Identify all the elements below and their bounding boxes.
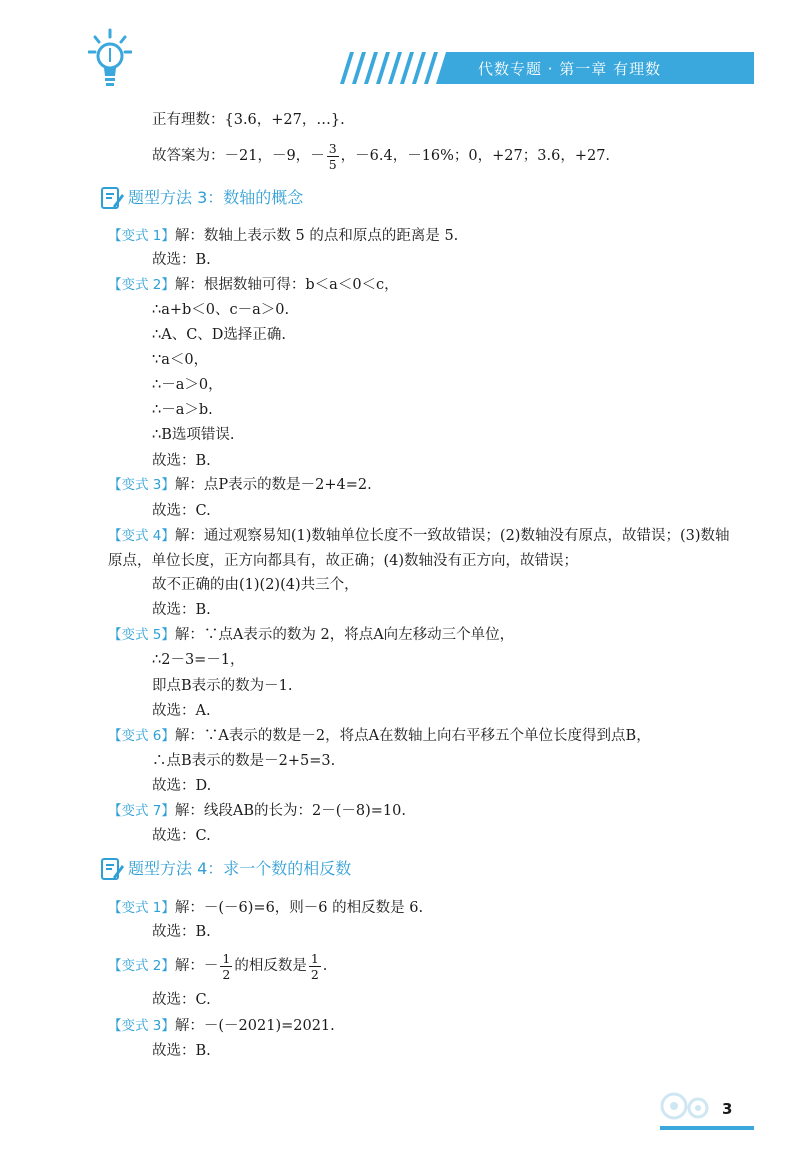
- text-line: ∴B选项错误.: [152, 427, 235, 443]
- lightbulb-icon: [88, 28, 132, 90]
- variant-tag: 【变式 3】: [108, 477, 175, 493]
- variant-tag: 【变式 1】: [108, 900, 175, 916]
- text-line: 故选：B.: [152, 602, 211, 618]
- list-item: [108, 625, 514, 645]
- answer-prefix: 故答案为：－21，－9，: [152, 148, 311, 164]
- text-line: 即点B表示的数为－1.: [152, 678, 293, 694]
- variant-tag: 【变式 4】: [108, 528, 175, 544]
- list-item: [108, 526, 730, 546]
- solution-text: 的相反数是: [234, 958, 307, 974]
- fraction: [327, 141, 339, 172]
- text-line: 故选：D.: [152, 778, 212, 794]
- text-line: 故选：B.: [152, 453, 211, 469]
- variant-tag: 【变式 1】: [108, 228, 175, 244]
- text-line: 故选：B.: [152, 1043, 211, 1059]
- list-item: [108, 726, 651, 746]
- text-line: ∴A、C、D选择正确.: [152, 327, 287, 343]
- variant-tag: 【变式 3】: [108, 1018, 175, 1034]
- header-stripes: [338, 52, 468, 84]
- variant-tag: 【变式 2】: [108, 277, 175, 293]
- list-item: [108, 948, 327, 984]
- answer-suffix: ，－6.4，－16%；0，+27；3.6，+27.: [340, 148, 611, 164]
- period: .: [322, 958, 328, 974]
- list-item: [108, 1016, 335, 1036]
- text-line: ∵a＜0，: [152, 352, 209, 368]
- solution-text: 解：: [174, 958, 204, 974]
- list-item: [108, 475, 372, 495]
- text-line: 故选：B.: [152, 924, 211, 940]
- solution-text: 解：点P表示的数是－2+4=2.: [174, 477, 372, 493]
- solution-text: 解：－(－6)=6，则－6 的相反数是 6.: [174, 900, 424, 916]
- solution-text: 解：－(－2021)=2021.: [174, 1018, 335, 1034]
- solution-text: 解：线段AB的长为：2－(－8)=10.: [174, 803, 406, 819]
- solution-text: 解：数轴上表示数 5 的点和原点的距离是 5.: [174, 228, 459, 244]
- solution-text: 解：∵A表示的数是－2，将点A在数轴上向右平移五个单位长度得到点B，: [174, 728, 651, 744]
- variant-tag: 【变式 6】: [108, 728, 175, 744]
- text-line: ∴－a＞0，: [152, 377, 223, 393]
- denominator: 2: [310, 966, 319, 982]
- text-line: 故选：C.: [152, 828, 211, 844]
- text-line: ∴a+b＜0、c－a＞0.: [152, 302, 290, 318]
- list-item: [108, 226, 458, 246]
- text-line: 故选：A.: [152, 703, 211, 719]
- list-item: [108, 801, 406, 821]
- numerator: 1: [310, 950, 319, 966]
- footer-rule: [660, 1126, 754, 1130]
- minus-sign: －: [310, 148, 325, 164]
- variant-tag: 【变式 2】: [108, 958, 175, 974]
- section-title: 题型方法 3：数轴的概念: [128, 188, 304, 207]
- text-line: ∴－a＞b.: [152, 402, 213, 418]
- denominator: 5: [328, 156, 337, 172]
- pencil-note-icon: [100, 186, 124, 210]
- denominator: 2: [222, 966, 231, 982]
- text-line: ∴点B表示的数是－2+5=3.: [152, 753, 336, 769]
- fraction: [220, 951, 232, 982]
- text-line: 故选：C.: [152, 992, 211, 1008]
- variant-tag: 【变式 5】: [108, 627, 175, 643]
- page-header: [0, 0, 800, 110]
- pencil-note-icon: [100, 857, 124, 881]
- fraction: [309, 951, 321, 982]
- text-line: 故选：B.: [152, 252, 211, 268]
- answer-line: [152, 138, 610, 174]
- section-title: 题型方法 4：求一个数的相反数: [128, 859, 352, 878]
- minus-sign: －: [203, 958, 219, 974]
- solution-text: 解：通过观察易知(1)数轴单位长度不一致故错误；(2)数轴没有原点，故错误；(3)数轴: [174, 528, 730, 544]
- list-item: [108, 898, 423, 918]
- page-number: 3: [722, 1100, 733, 1118]
- text-line: ∴2－3=－1，: [152, 652, 245, 668]
- numerator: 1: [222, 950, 231, 966]
- variant-tag: 【变式 7】: [108, 803, 175, 819]
- text-line: 故选：C.: [152, 503, 211, 519]
- list-item: [108, 275, 399, 295]
- solution-text: 解：∵点A表示的数为 2，将点A向左移动三个单位，: [174, 627, 515, 643]
- chapter-title: 代数专题 · 第一章 有理数: [478, 60, 662, 78]
- text-line: 正有理数：{3.6，+27，…}.: [152, 112, 345, 128]
- gear-decoration-icon: [656, 1088, 720, 1124]
- text-line: 原点，单位长度，正方向都具有，故正确；(4)数轴没有正方向，故错误；: [108, 553, 579, 569]
- numerator: 3: [328, 140, 337, 156]
- solution-text: 解：根据数轴可得：b＜a＜0＜c，: [174, 277, 399, 293]
- text-line: 故不正确的由(1)(2)(4)共三个，: [152, 577, 359, 593]
